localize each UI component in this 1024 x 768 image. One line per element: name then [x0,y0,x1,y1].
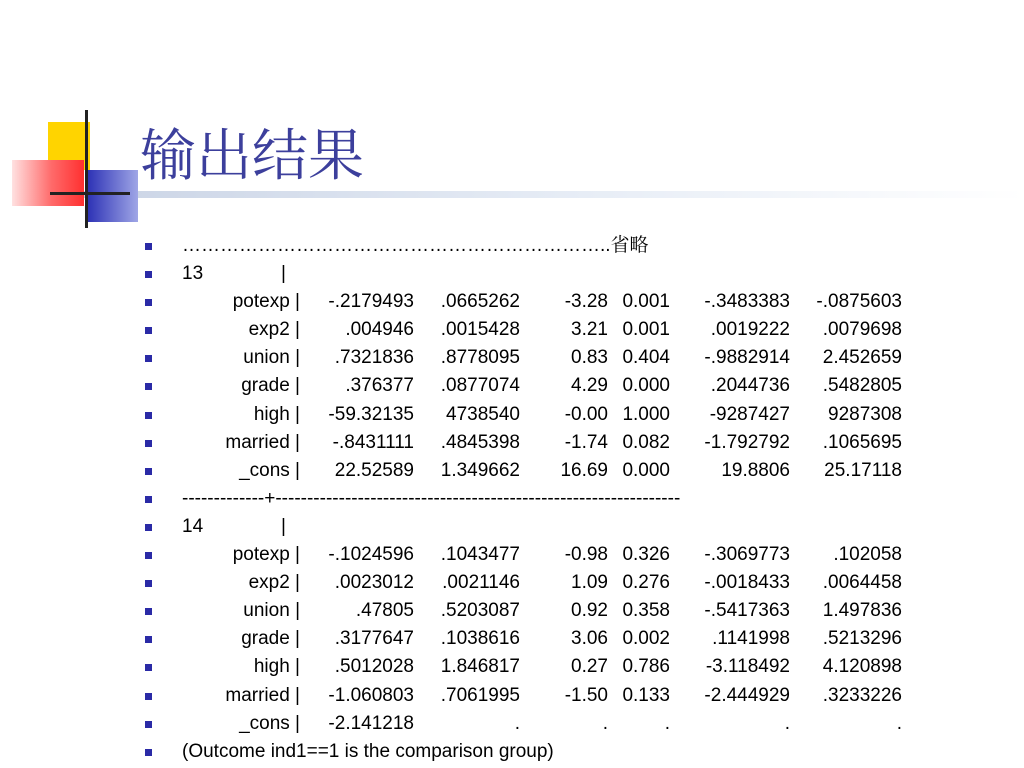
value-cell: 0.83 [571,347,608,369]
value-cell: .004946 [345,319,414,341]
value-cell: -2.141218 [328,712,414,734]
variable-name-cell: exp2 | [248,572,300,594]
value-cell: 1.000 [622,403,670,425]
variable-name-cell: married | [225,684,300,706]
value-cell: -2.444929 [704,684,790,706]
value-cell: .0665262 [440,291,520,313]
variable-name-cell: grade | [241,628,300,650]
table-row [140,597,1020,625]
value-cell: 0.000 [622,459,670,481]
value-cell: 4.120898 [822,656,902,678]
value-cell: -.5417363 [704,600,790,622]
table-row [140,344,1020,372]
value-cell: 0.082 [622,431,670,453]
bullet-icon [145,749,152,756]
value-cell: 0.358 [622,600,670,622]
value-cell: .0079698 [822,319,902,341]
deco-red-block [12,160,84,206]
value-cell: .1038616 [440,628,520,650]
value-cell: 3.21 [571,319,608,341]
value-cell: 0.001 [622,319,670,341]
slide-title: 输出结果 [140,124,364,189]
variable-name-cell: married | [225,431,300,453]
value-cell: .0064458 [822,572,902,594]
row-cells [140,316,1020,344]
value-cell: . [514,712,520,734]
value-cell: -.3483383 [704,291,790,313]
value-cell: 0.002 [622,628,670,650]
value-cell: 0.001 [622,291,670,313]
variable-name-cell: _cons | [239,459,300,481]
table-row [140,569,1020,597]
value-cell: .5203087 [440,600,520,622]
value-cell: .4845398 [440,431,520,453]
line-text: (Outcome ind1==1 is the comparison group) [182,740,554,762]
title-underline-rule [48,191,1024,198]
value-cell: 9287308 [828,403,902,425]
value-cell: -.8431111 [332,431,414,453]
table-row [140,625,1020,653]
value-cell: 4738540 [446,403,520,425]
value-cell: .5482805 [822,375,902,397]
value-cell: . [602,712,608,734]
group-label: 13 [182,263,204,285]
title-decoration [0,0,1024,240]
value-cell: . [896,712,902,734]
group-header [140,513,1020,541]
value-cell: 4.29 [571,375,608,397]
value-cell: .0023012 [334,572,414,594]
variable-name-cell: union | [243,347,300,369]
value-cell: -.1024596 [328,544,414,566]
value-cell: 1.349662 [440,459,520,481]
value-cell: .3233226 [822,684,902,706]
list-item [140,232,1020,260]
value-cell: 1.497836 [822,600,902,622]
value-cell: 1.846817 [440,656,520,678]
value-cell: -.3069773 [704,544,790,566]
value-cell: .102058 [833,544,902,566]
table-row [140,316,1020,344]
value-cell: . [784,712,790,734]
value-cell: 0.326 [622,544,670,566]
variable-name-cell: _cons | [239,712,300,734]
value-cell: .7321836 [334,347,414,369]
table-row [140,653,1020,681]
bullet-icon [145,271,152,278]
variable-name-cell: exp2 | [248,319,300,341]
line-text: …………………………………………………………..省略 [182,235,649,256]
value-cell: -.0018433 [704,572,790,594]
table-row [140,401,1020,429]
value-cell: .3177647 [334,628,414,650]
value-cell: -1.50 [564,684,608,706]
row-cells [140,653,1020,681]
variable-name-cell: high | [253,656,300,678]
list-item [140,738,1020,766]
row-cells [140,597,1020,625]
value-cell: .7061995 [440,684,520,706]
value-cell: .1141998 [712,628,790,650]
value-cell: -0.98 [564,544,608,566]
row-cells [140,401,1020,429]
table-row [140,372,1020,400]
value-cell: -59.32135 [328,403,414,425]
row-cells [140,682,1020,710]
table-row [140,457,1020,485]
value-cell: 2.452659 [822,347,902,369]
value-cell: .5213296 [822,628,902,650]
value-cell: .1043477 [440,544,520,566]
table-row [140,288,1020,316]
value-cell: 0.000 [622,375,670,397]
table-row [140,682,1020,710]
variable-name-cell: union | [243,600,300,622]
value-cell: .47805 [355,600,414,622]
value-cell: .0015428 [440,319,520,341]
value-cell: .0019222 [710,319,790,341]
variable-name-cell: grade | [241,375,300,397]
bullet-icon [145,496,152,503]
value-cell: .5012028 [334,656,414,678]
row-cells [140,344,1020,372]
table-row [140,541,1020,569]
value-cell: .2044736 [710,375,790,397]
value-cell: -1.060803 [328,684,414,706]
variable-name-cell: high | [253,403,300,425]
group-separator: | [281,263,286,285]
value-cell: .376377 [345,375,414,397]
row-cells [140,288,1020,316]
group-label: 14 [182,515,204,537]
row-cells [140,541,1020,569]
value-cell: -3.118492 [705,656,790,678]
value-cell: .0021146 [442,572,520,594]
variable-name-cell: potexp | [232,544,300,566]
value-cell: 0.276 [622,572,670,594]
value-cell: -1.74 [564,431,608,453]
value-cell: 1.09 [571,572,608,594]
value-cell: .8778095 [440,347,520,369]
table-row [140,429,1020,457]
row-cells [140,429,1020,457]
bullet-icon [145,524,152,531]
row-cells [140,625,1020,653]
value-cell: 22.52589 [334,459,414,481]
list-item [140,485,1020,513]
value-cell: . [664,712,670,734]
value-cell: -3.28 [564,291,608,313]
value-cell: -1.792792 [704,431,790,453]
line-text: -------------+---------------------------------------------------------------- [182,487,681,509]
row-cells [140,457,1020,485]
table-row [140,710,1020,738]
deco-blue-block [88,170,138,222]
value-cell: 16.69 [560,459,608,481]
value-cell: 0.133 [622,684,670,706]
value-cell: 25.17118 [824,459,902,481]
value-cell: 0.786 [622,656,670,678]
content-list [140,232,1020,766]
value-cell: 0.404 [622,347,670,369]
value-cell: 3.06 [571,628,608,650]
value-cell: 0.27 [571,656,608,678]
bullet-icon [145,243,152,250]
value-cell: -9287427 [709,403,790,425]
group-header [140,260,1020,288]
value-cell: 0.92 [571,600,608,622]
row-cells [140,569,1020,597]
variable-name-cell: potexp | [232,291,300,313]
value-cell: 19.8806 [721,459,790,481]
value-cell: .0877074 [440,375,520,397]
value-cell: -.9882914 [704,347,790,369]
value-cell: -.2179493 [328,291,414,313]
value-cell: -0.00 [564,403,608,425]
deco-horizontal-line [50,192,130,195]
deco-vertical-line [85,110,88,228]
row-cells [140,710,1020,738]
value-cell: .1065695 [822,431,902,453]
row-cells [140,372,1020,400]
value-cell: -.0875603 [816,291,902,313]
group-separator: | [281,515,286,537]
